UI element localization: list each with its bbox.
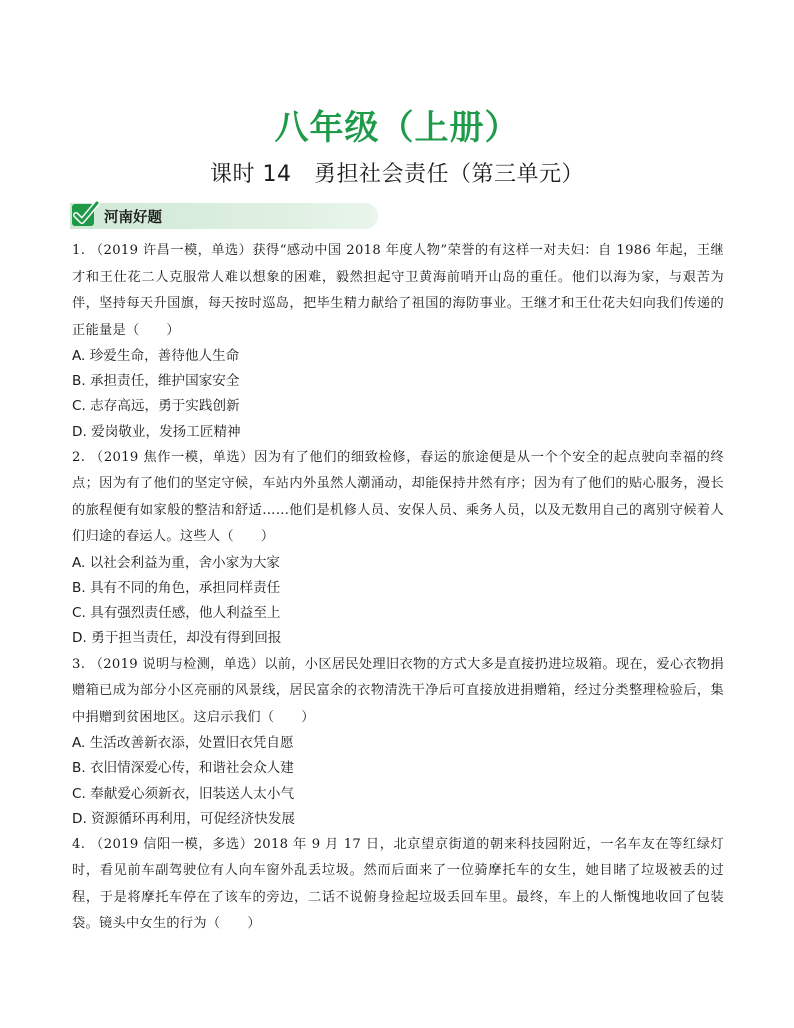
option-c: C. 具有强烈责任感，他人利益至上 — [72, 605, 281, 622]
option-b: B. 具有不同的角色，承担同样责任 — [72, 580, 281, 597]
question-stem: 3. （2019 说明与检测，单选）以前，小区居民处理旧衣物的方式大多是直接扔进垃圾箱。现在，爱心衣物捐赠箱已成为部分小区亮丽的风景线，居民富余的衣物清洗干净后可直接放进捐赠箱，经过分类整理检验后，集中捐赠到贫困地区。这启示我们（ ） — [72, 656, 724, 725]
question-1 — [72, 238, 724, 445]
question-3 — [72, 652, 724, 832]
grade-title: 八年级（上册） — [274, 108, 520, 148]
option-c: C. 奉献爱心须新衣，旧装送人太小气 — [72, 785, 295, 802]
option-c: C. 志存高远，勇于实践创新 — [72, 398, 240, 415]
option-b: B. 承担责任，维护国家安全 — [72, 373, 240, 390]
question-stem: 1. （2019 许昌一模，单选）获得“感动中国 2018 年度人物”荣誉的有这样一对夫妇：自 1986 年起，王继才和王仕花二人克服常人难以想象的困难，毅然担起守卫黄海前哨开山岛的重任。他们以海为家，与艰苦为伴，坚持每天升国旗，每天按时巡岛，把毕生精力献给了祖国的海防事业。王继才和王仕花夫妇向我们传递的正能量是（ ） — [72, 243, 725, 338]
option-a: A. 生活改善新衣添，处置旧衣凭自愿 — [72, 735, 294, 752]
option-a: A. 珍爱生命，善待他人生命 — [72, 348, 240, 364]
option-b: B. 衣旧情深爱心传，和谐社会众人建 — [72, 760, 294, 777]
option-d: D. 资源循环再利用，可促经济快发展 — [72, 810, 296, 827]
question-4 — [72, 832, 724, 938]
lesson-title: 课时 14 勇担社会责任（第三单元） — [210, 162, 584, 187]
option-d: D. 爱岗敬业，发扬工匠精神 — [72, 423, 241, 440]
section-banner — [70, 203, 378, 229]
question-stem: 4. （2019 信阳一模，多选）2018 年 9 月 17 日，北京望京街道的朝来科技园附近，一名车友在等红绿灯时，看见前车副驾驶位有人向车窗外乱丢垃圾。然而后面来了一位骑摩托车的女生，她目睹了垃圾被丢的过程，于是将摩托车停在了该车的旁边，二话不说俯身捡起垃圾丢回车里。最终，车上的人惭愧地收回了包装袋。镜头中女生的行为（ ） — [72, 836, 724, 932]
section-banner-label: 河南好题 — [104, 210, 162, 226]
question-stem: 2. （2019 焦作一模，单选）因为有了他们的细致检修，春运的旅途便是从一个个安全的起点驶向幸福的终点；因为有了他们的坚定守候，车站内外虽然人潮涌动，却能保持井然有序；因为有了他们的贴心服务，漫长的旅程便有如家般的整洁和舒适……他们是机修人员、安保人员、乘务人员，以及无数用自己的离别守候着人们归途的春运人。这些人（ ） — [72, 449, 724, 545]
option-d: D. 勇于担当责任，却没有得到回报 — [72, 630, 282, 647]
question-2 — [72, 445, 724, 652]
question-list — [72, 238, 724, 938]
check-badge-icon — [68, 199, 100, 231]
option-a: A. 以社会利益为重，舍小家为大家 — [72, 554, 281, 571]
